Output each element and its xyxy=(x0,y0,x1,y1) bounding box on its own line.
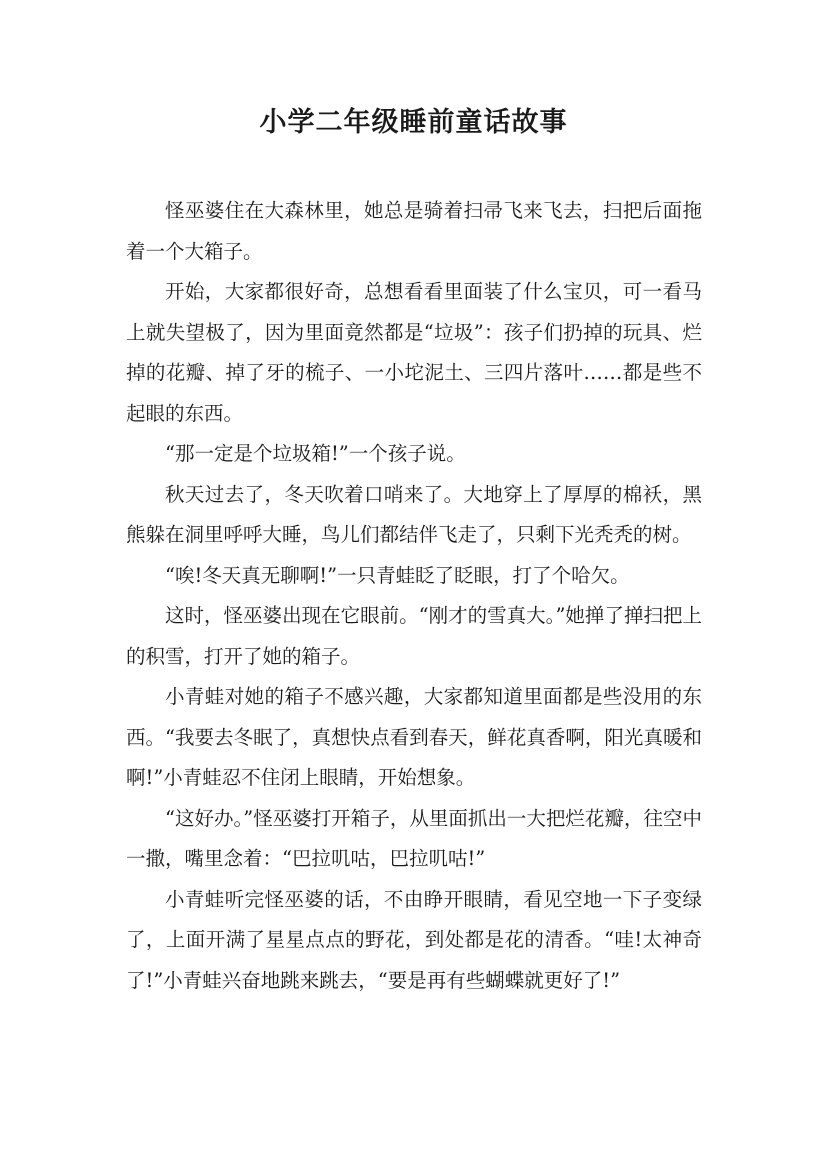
paragraph: “唉!冬天真无聊啊!”一只青蛙眨了眨眼，打了个哈欠。 xyxy=(165,563,630,587)
paragraph: “那一定是个垃圾箱!”一个孩子说。 xyxy=(165,442,466,465)
paragraph: 怪巫婆住在大森林里，她总是骑着扫帚飞来飞去，扫把后面拖着一个大箱子。 xyxy=(126,199,702,263)
paragraph: “这好办。”怪巫婆打开箱子，从里面抓出一大把烂花瓣，往空中一撒，嘴里念着：“巴拉叽咕，巴拉叽咕!” xyxy=(126,806,702,870)
paragraph: 小青蛙听完怪巫婆的话，不由睁开眼睛，看见空地一下子变绿了，上面开满了星星点点的野花，到处都是花的清香。“哇!太神奇了!”小青蛙兴奋地跳来跳去，“要是再有些蝴蝶就更好了!” xyxy=(126,887,702,992)
paragraph: 秋天过去了，冬天吹着口哨来了。大地穿上了厚厚的棉袄，黑熊躲在洞里呼呼大睡，鸟儿们都结伴飞走了，只剩下光秃秃的树。 xyxy=(126,482,702,546)
story-body xyxy=(126,191,702,1001)
paragraph: 开始，大家都很好奇，总想看看里面装了什么宝贝，可一看马上就失望极了，因为里面竟然都是“垃圾”：孩子们扔掉的玩具、烂掉的花瓣、掉了牙的梳子、一小坨泥土、三四片落叶……都是些不起眼的东西。 xyxy=(126,280,702,425)
paragraph: 这时，怪巫婆出现在它眼前。“刚才的雪真大。”她掸了掸扫把上的积雪，打开了她的箱子。 xyxy=(126,604,702,668)
paragraph: 小青蛙对她的箱子不感兴趣，大家都知道里面都是些没用的东西。“我要去冬眠了，真想快点看到春天，鲜花真香啊，阳光真暖和啊!”小青蛙忍不住闭上眼睛，开始想象。 xyxy=(126,685,702,789)
document-title: 小学二年级睡前童话故事 xyxy=(259,107,568,138)
